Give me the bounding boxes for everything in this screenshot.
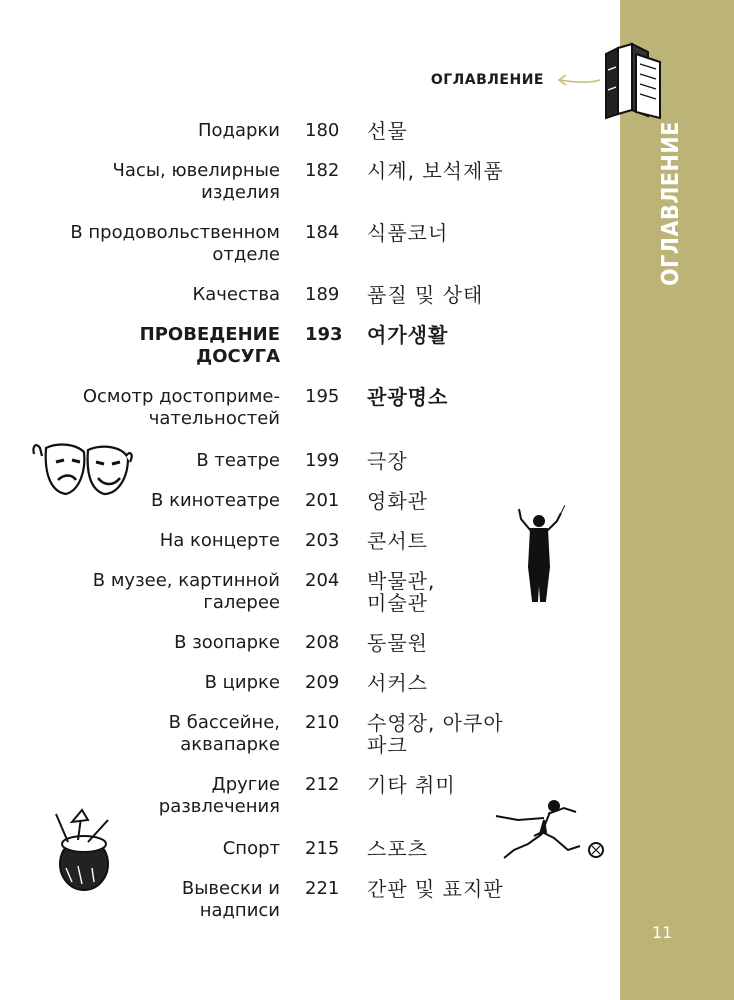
entry-page: 221 xyxy=(305,878,340,899)
entry-title-ru: В цирке xyxy=(204,672,280,693)
entry-title-ko: 극장 xyxy=(367,449,408,473)
entry-title-ko: 시계, 보석제품 xyxy=(367,159,504,183)
entry-title-ru: На концерте xyxy=(159,530,280,551)
entry-title-ru: Подарки xyxy=(197,120,280,141)
entry-page: 189 xyxy=(305,284,340,305)
arrow-icon xyxy=(556,70,602,92)
conductor-icon xyxy=(515,505,565,605)
entry-title-ko: 동물원 xyxy=(367,631,428,655)
entry-title-ko: 수영장, 아쿠아파크 xyxy=(367,711,504,757)
books-icon xyxy=(602,40,666,120)
page-number: 11 xyxy=(652,923,673,942)
entry-page: 204 xyxy=(305,570,340,591)
sidebar-vertical-title: ОГЛАВЛЕНИЕ xyxy=(658,121,684,286)
entry-title-ko: 스포츠 xyxy=(367,837,428,861)
entry-title-ko: 식품코너 xyxy=(367,221,449,245)
entry-title-ru: В музее, картинной галерее xyxy=(92,570,280,613)
entry-title-ko: 콘서트 xyxy=(367,529,428,553)
entry-title-ru: В театре xyxy=(196,450,280,471)
entry-page: 182 xyxy=(305,160,340,181)
entry-title-ko: 품질 및 상태 xyxy=(367,283,484,307)
entry-title-ko: 박물관, 미술관 xyxy=(367,569,436,615)
entry-page: 210 xyxy=(305,712,340,733)
entry-title-ru: В бассейне, аквапарке xyxy=(168,712,280,755)
entry-page: 199 xyxy=(305,450,340,471)
entry-title-ru: В продовольственном отделе xyxy=(70,222,280,265)
entry-title-ru: Спорт xyxy=(222,838,280,859)
entry-title-ko: 선물 xyxy=(367,119,408,143)
entry-page: 184 xyxy=(305,222,340,243)
entry-page: 209 xyxy=(305,672,340,693)
entry-title-ru: ПРОВЕДЕНИЕ ДОСУГА xyxy=(139,324,280,367)
entry-title-ru: Часы, ювелирные изделия xyxy=(112,160,280,203)
football-player-icon xyxy=(488,798,608,868)
entry-title-ko: 관광명소 xyxy=(367,385,449,409)
entry-page: 195 xyxy=(305,386,340,407)
entry-title-ko: 기타 취미 xyxy=(367,773,456,797)
theater-masks-icon xyxy=(30,440,134,498)
entry-page: 208 xyxy=(305,632,340,653)
entry-title-ru: В кинотеатре xyxy=(151,490,280,511)
entry-page: 215 xyxy=(305,838,340,859)
entry-title-ru: Другие развлечения xyxy=(158,774,280,817)
entry-title-ko: 여가생활 xyxy=(367,323,449,347)
entry-title-ru: Качества xyxy=(192,284,280,305)
entry-page: 201 xyxy=(305,490,340,511)
entry-title-ko: 서커스 xyxy=(367,671,428,695)
entry-page: 212 xyxy=(305,774,340,795)
entry-page: 203 xyxy=(305,530,340,551)
entry-page: 193 xyxy=(305,324,343,345)
entry-title-ru: Вывески и надписи xyxy=(181,878,280,921)
entry-page: 180 xyxy=(305,120,340,141)
entry-title-ru: В зоопарке xyxy=(174,632,280,653)
page-title: ОГЛАВЛЕНИЕ xyxy=(430,72,544,88)
entry-title-ko: 간판 및 표지판 xyxy=(367,877,504,901)
entry-title-ru: Осмотр достоприме-чательностей xyxy=(82,386,280,429)
entry-title-ko: 영화관 xyxy=(367,489,428,513)
coconut-cocktail-icon xyxy=(48,808,120,894)
